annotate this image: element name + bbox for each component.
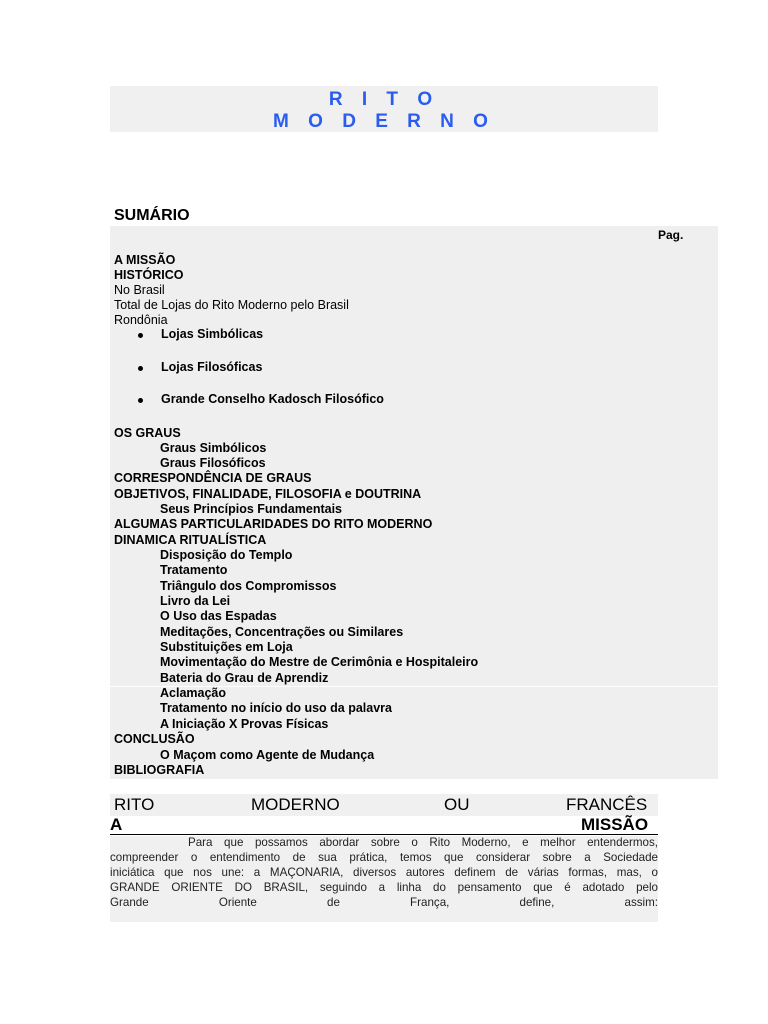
bullet-icon (138, 333, 143, 338)
toc-entry: DINAMICA RITUALÍSTICA (114, 533, 267, 547)
toc-entry: Graus Filosóficos (160, 456, 266, 470)
bullet-icon (138, 366, 143, 371)
section-word-missao: MISSÃO (581, 815, 649, 834)
bullet-icon (138, 398, 143, 403)
toc-entry: A MISSÃO (114, 253, 176, 267)
toc-entry: BIBLIOGRAFIA (114, 763, 205, 777)
toc-entry: Meditações, Concentrações ou Similares (160, 625, 404, 639)
toc-entry: Grande Conselho Kadosch Filosófico (161, 392, 384, 406)
toc-entry: CORRESPONDÊNCIA DE GRAUS (114, 471, 312, 485)
page-column-label: Pag. (658, 228, 684, 242)
toc-entry: Tratamento no início do uso da palavra (160, 701, 392, 715)
heading-word-ou: OU (444, 795, 470, 814)
title-line-2: M O D E R N O (273, 111, 495, 132)
toc-entry: No Brasil (114, 283, 165, 297)
toc-entry: Total de Lojas do Rito Moderno pelo Brasil (114, 298, 349, 312)
toc-entry: Seus Princípios Fundamentais (160, 502, 342, 516)
heading-word-rito: RITO (114, 795, 155, 814)
toc-entry: Lojas Filosóficas (161, 360, 263, 374)
toc-entry: Livro da Lei (160, 594, 231, 608)
paragraph-line: Grande Oriente de França, define, assim: (110, 896, 658, 909)
toc-entry: Rondônia (114, 313, 168, 327)
toc-entry: O Maçom como Agente de Mudança (160, 748, 375, 762)
section-title-row (110, 815, 658, 835)
summary-heading: SUMÁRIO (110, 207, 194, 227)
intro-paragraph (110, 836, 658, 922)
toc-entry: CONCLUSÃO (114, 732, 195, 746)
toc-entry: A Iniciação X Provas Físicas (160, 717, 329, 731)
toc-entry: Tratamento (160, 563, 228, 577)
section-word-a: A (110, 815, 123, 834)
document-title-box (110, 86, 658, 132)
toc-entry: Lojas Simbólicas (161, 327, 264, 341)
title-line-1: R I T O (328, 89, 440, 110)
toc-entry: Substituições em Loja (160, 640, 293, 654)
heading-word-frances: FRANCÊS (566, 795, 648, 814)
paragraph-line: Para que possamos abordar sobre o Rito Moderno, e melhor entendermos, (188, 836, 658, 849)
toc-entry: OS GRAUS (114, 426, 181, 440)
toc-entry: Bateria do Grau de Aprendiz (160, 671, 329, 685)
toc-entry: Graus Simbólicos (160, 441, 267, 455)
toc-entry: O Uso das Espadas (160, 609, 277, 623)
toc-entry: Disposição do Templo (160, 548, 293, 562)
toc-entry: Movimentação do Mestre de Cerimônia e Hospitaleiro (160, 655, 479, 669)
toc-entry: Aclamação (160, 686, 227, 700)
toc-entry: ALGUMAS PARTICULARIDADES DO RITO MODERNO (114, 517, 433, 531)
paragraph-line: GRANDE ORIENTE DO BRASIL, seguindo a linha do pensamento que é adotado pelo (110, 881, 658, 894)
section-heading-row (110, 794, 658, 816)
heading-word-moderno: MODERNO (251, 795, 340, 814)
toc-entry: HISTÓRICO (114, 268, 184, 282)
toc-entry: OBJETIVOS, FINALIDADE, FILOSOFIA e DOUTRINA (114, 487, 422, 501)
toc-entry: Triângulo dos Compromissos (160, 579, 337, 593)
paragraph-line: iniciática que nos une: a MAÇONARIA, diversos autores definem de várias formas, mas, o (110, 866, 658, 879)
paragraph-line: compreender o entendimento de sua prática, temos que considerar sobre a Sociedade (110, 851, 658, 864)
